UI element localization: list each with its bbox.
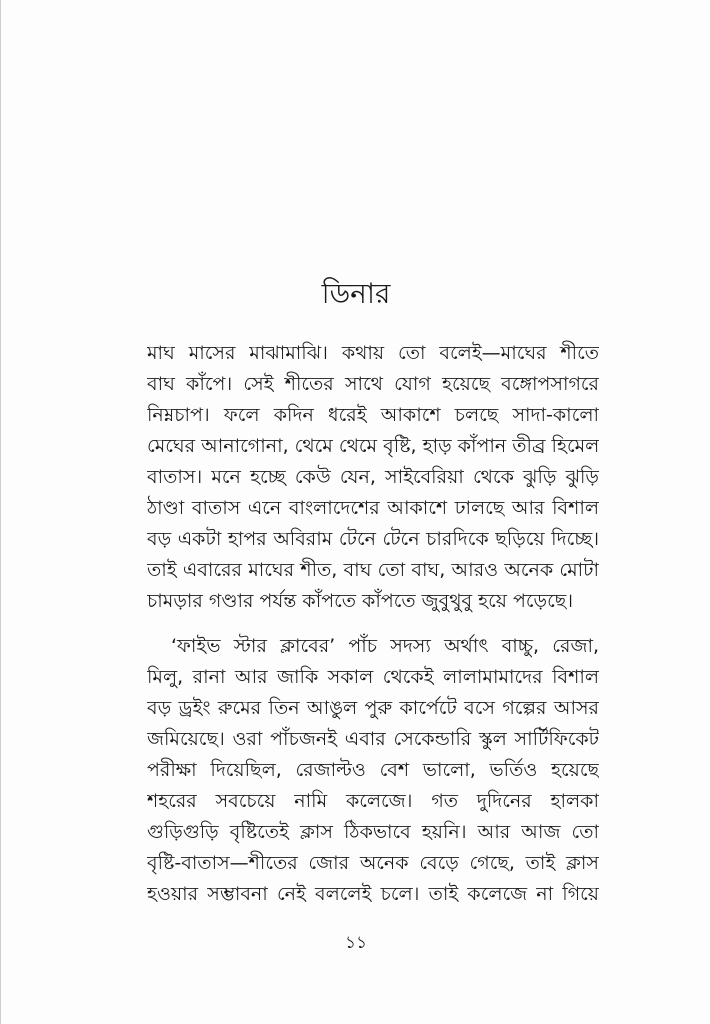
text-line: ‘ফাইভ স্টার ক্লাবের’ পাঁচ সদস্য অর্থাৎ বাচ্চু, রেজা, xyxy=(171,635,599,657)
text-line: মাঘ মাসের মাঝামাঝি। কথায় তো বলেই—মাঘের শীতে xyxy=(147,342,599,364)
text-line: চামড়ার গণ্ডার পর্যন্ত কাঁপতে কাঁপতে জুবুথুবু হয়ে পড়েছে। xyxy=(147,590,574,612)
text-line: বৃষ্টি-বাতাস—শীতের জোর অনেক বেড়ে গেছে, তাই ক্লাস xyxy=(147,852,599,874)
text-line: তাই এবারের মাঘের শীত, বাঘ তো বাঘ, আরও অনেক মোটা xyxy=(147,559,599,581)
text-line: নিম্নচাপ। ফলে কদিন ধরেই আকাশে চলছে সাদা-কালো xyxy=(147,404,599,426)
text-line: মেঘের আনাগোনা, থেমে থেমে বৃষ্টি, হাড় কাঁপান তীব্র হিমেল xyxy=(147,435,599,457)
page-number: ১১ xyxy=(344,933,368,953)
text-line: ঠাণ্ডা বাতাস এনে বাংলাদেশের আকাশে ঢালছে আর বিশাল xyxy=(147,497,599,519)
text-line: বাতাস। মনে হচ্ছে কেউ যেন, সাইবেরিয়া থেকে ঝুড়ি ঝুড়ি xyxy=(147,466,599,488)
chapter-title: ডিনার xyxy=(321,277,391,310)
paragraph xyxy=(147,338,599,617)
text-line: বড় ড্রইং রুমের তিন আঙুল পুরু কার্পেটে বসে গল্পের আসর xyxy=(147,697,599,719)
text-line: হওয়ার সম্ভাবনা নেই বললেই চলে। তাই কলেজে না গিয়ে xyxy=(147,883,599,905)
body-text xyxy=(147,338,599,910)
text-line: বাঘ কাঁপে। সেই শীতের সাথে যোগ হয়েছে বঙ্গোপসাগরে xyxy=(147,373,599,395)
text-line: গুড়িগুড়ি বৃষ্টিতেই ক্লাস ঠিকভাবে হয়নি। আর আজ তো xyxy=(147,821,599,843)
text-line: বড় একটা হাপর অবিরাম টেনে টেনে চারদিকে ছড়িয়ে দিচ্ছে। xyxy=(147,528,599,550)
text-line: পরীক্ষা দিয়েছিল, রেজাল্টও বেশ ভালো, ভর্তিও হয়েছে xyxy=(147,759,599,781)
text-line: মিলু, রানা আর জাকি সকাল থেকেই লালামামাদের বিশাল xyxy=(147,666,599,688)
paragraph xyxy=(147,631,599,910)
text-line: জমিয়েছে। ওরা পাঁচজনই এবার সেকেন্ডারি স্কুল সার্টিফিকেট xyxy=(147,728,599,750)
text-line: শহরের সবচেয়ে নামি কলেজে। গত দুদিনের হালকা xyxy=(147,790,599,812)
